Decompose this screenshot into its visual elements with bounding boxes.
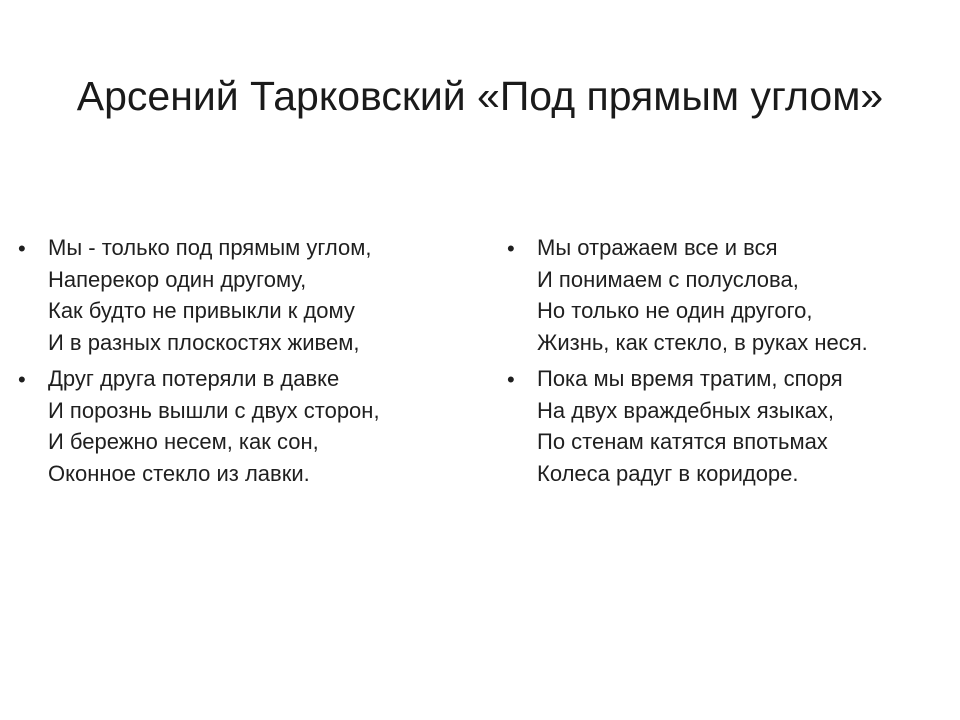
poem-column-left [18,232,448,494]
poem-line: Оконное стекло из лавки. [48,460,310,486]
poem-column-right [507,232,937,494]
stanza-item [18,232,448,358]
poem-line: Друг друга потеряли в давке [48,366,340,391]
bullet-icon: • [18,236,26,261]
stanza-item [18,363,448,489]
poem-line: По стенам катятся впотьмах [537,429,828,454]
slide-title: Арсений Тарковский «Под прямым углом» [76,73,884,119]
stanza-item [507,363,937,489]
poem-line: Мы - только под прямым углом, [48,235,372,260]
stanza-item [507,232,937,358]
poem-line: И порознь вышли с двух сторон, [48,397,380,423]
poem-line: На двух враждебных языках, [537,397,835,423]
poem-line: Мы отражаем все и вся [537,235,778,260]
poem-line: Наперекор один другому, [48,266,307,292]
stanza-text [537,232,937,358]
poem-line: Жизнь, как стекло, в руках неся. [537,329,868,355]
bullet-icon: • [507,367,515,392]
poem-line: Колеса радуг в коридоре. [537,460,799,486]
stanza-text [48,363,448,489]
bullet-icon: • [18,367,26,392]
poem-line: И бережно несем, как сон, [48,429,319,454]
stanza-text [48,232,448,358]
poem-line: Как будто не привыкли к дому [48,298,355,323]
stanza-text [537,363,937,489]
poem-line: Пока мы время тратим, споря [537,366,843,391]
bullet-icon: • [507,236,515,261]
poem-line: Но только не один другого, [537,298,813,323]
poem-line: И в разных плоскостях живем, [48,329,360,355]
poem-line: И понимаем с полуслова, [537,266,799,292]
